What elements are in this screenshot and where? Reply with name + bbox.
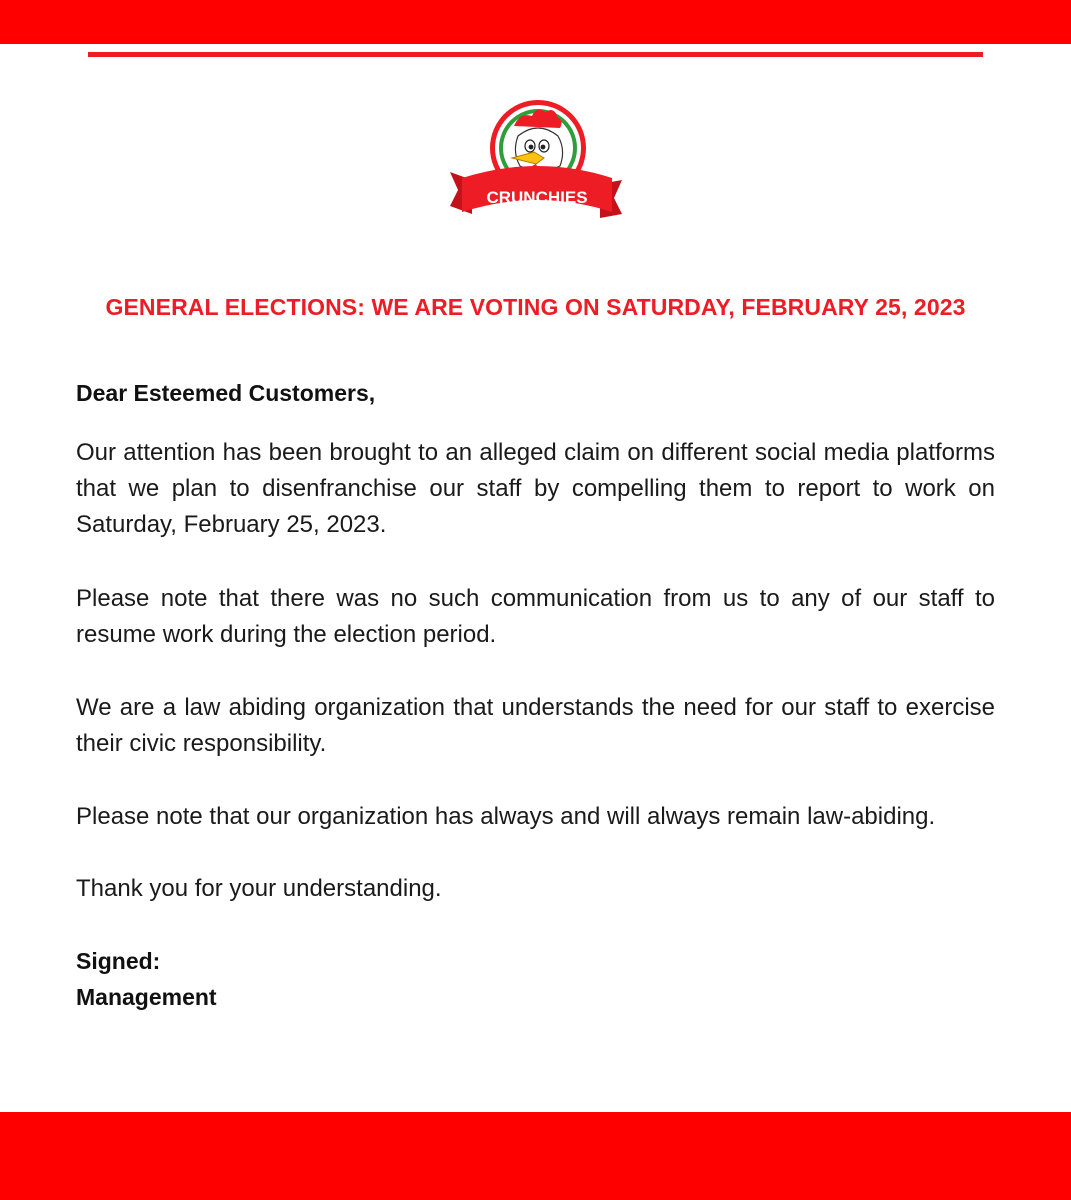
paragraph-thank-you: Thank you for your understanding. <box>76 875 442 902</box>
paragraph-allegation: Our attention has been brought to an alleged claim on different social media platforms that we plan to disenfranchise our staff by compelling them to report to work on Saturday, February 25, 2023. <box>76 439 995 538</box>
bottom-red-band <box>0 1112 1071 1200</box>
paragraph-remain-law-abiding: Please note that our organization has always and will always remain law-abiding. <box>76 803 936 830</box>
top-divider-rule <box>88 52 983 57</box>
top-red-band <box>0 0 1071 44</box>
notice-headline: GENERAL ELECTIONS: WE ARE VOTING ON SATURDAY, FEBRUARY 25, 2023 <box>105 294 966 320</box>
paragraph-law-abiding: We are a law abiding organization that understands the need for our staff to exercise their civic responsibility. <box>76 694 995 757</box>
salutation: Dear Esteemed Customers, <box>76 380 376 406</box>
crunchies-logo <box>448 96 624 224</box>
logo-wordmark: CRUNCHIES <box>486 188 588 207</box>
paragraph-no-communication: Please note that there was no such communication from us to any of our staff to resume work during the election period. <box>76 585 995 648</box>
signature-name: Management <box>76 984 217 1010</box>
signature-label: Signed: <box>76 948 161 974</box>
